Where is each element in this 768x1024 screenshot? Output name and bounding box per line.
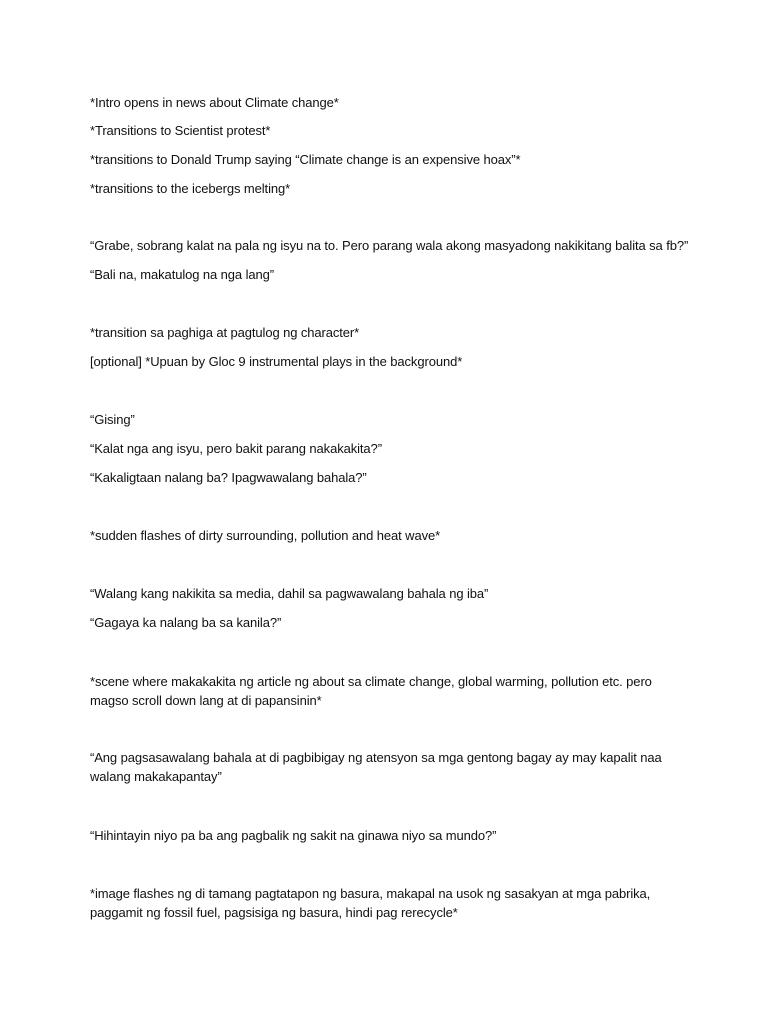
script-line-icebergs: *transitions to the icebergs melting* bbox=[90, 181, 291, 196]
script-line-walang-kang: “Walang kang nakikita sa media, dahil sa pagwawalang bahala ng iba” bbox=[90, 586, 489, 601]
script-line-kakaligtaan: “Kakaligtaan nalang ba? Ipagwawalang bahala?” bbox=[90, 470, 367, 485]
script-line-scene-article: *scene where makakakita ng article ng about sa climate change, global warming, pollution etc. pero magso scroll down lang at di papansinin* bbox=[90, 674, 652, 708]
script-line-grabe: “Grabe, sobrang kalat na pala ng isyu na to. Pero parang wala akong masyadong nakikitang balita sa fb?” bbox=[90, 238, 689, 253]
script-line-scientist-protest: *Transitions to Scientist protest* bbox=[90, 123, 271, 138]
script-line-kalat: “Kalat nga ang isyu, pero bakit parang nakakakita?” bbox=[90, 441, 382, 456]
script-line-intro: *Intro opens in news about Climate change* bbox=[90, 95, 339, 110]
script-line-image-flashes: *image flashes ng di tamang pagtatapon ng basura, makapal na usok ng sasakyan at mga pabrika, paggamit ng fossil fuel, pagsisiga ng basura, hindi pag rerecycle* bbox=[90, 886, 651, 920]
script-line-optional-music: [optional] *Upuan by Gloc 9 instrumental plays in the background* bbox=[90, 354, 463, 369]
script-line-sudden-flashes: *sudden flashes of dirty surrounding, pollution and heat wave* bbox=[90, 528, 441, 543]
script-line-bali-na: “Bali na, makatulog na nga lang” bbox=[90, 267, 274, 282]
script-line-gagaya: “Gagaya ka nalang ba sa kanila?” bbox=[90, 615, 282, 630]
script-line-hihintayin: “Hihintayin niyo pa ba ang pagbalik ng sakit na ginawa niyo sa mundo?” bbox=[90, 828, 497, 843]
script-line-transition-sleep: *transition sa paghiga at pagtulog ng character* bbox=[90, 325, 360, 340]
script-line-trump: *transitions to Donald Trump saying “Climate change is an expensive hoax”* bbox=[90, 152, 521, 167]
script-line-gising: “Gising” bbox=[90, 412, 135, 427]
script-line-pagsasawalang-bahala: “Ang pagsasawalang bahala at di pagbibigay ng atensyon sa mga gentong bagay ay may kapalit naa walang makakapantay” bbox=[90, 750, 662, 784]
